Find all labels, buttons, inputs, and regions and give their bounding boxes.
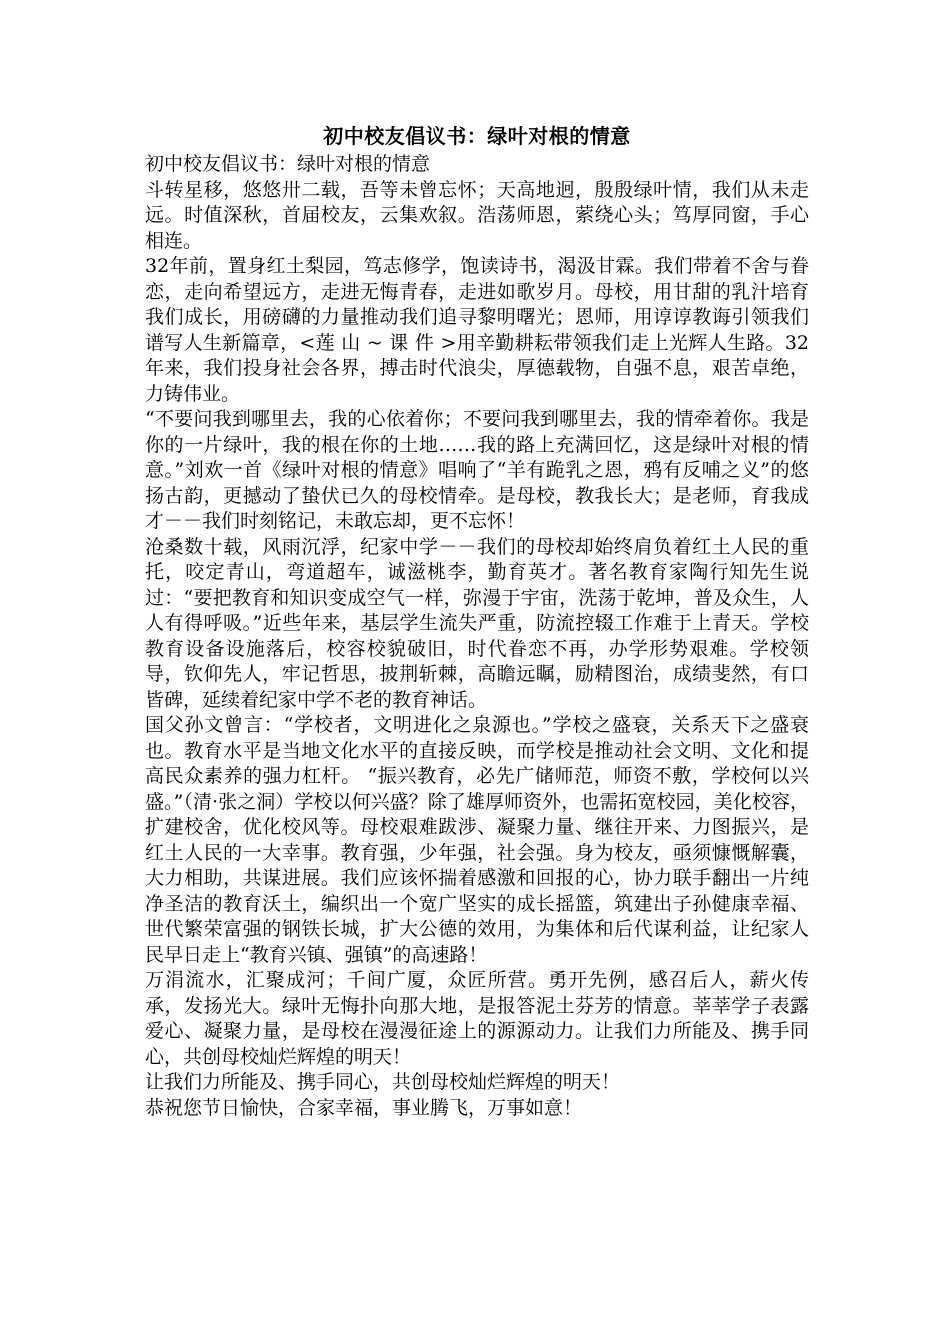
closing-greeting: 恭祝您节日愉快，合家幸福，事业腾飞，万事如意！ [145, 1096, 583, 1119]
subtitle-line: 初中校友倡议书：绿叶对根的情意 [145, 153, 431, 175]
paragraph-2: 32年前，置身红土梨园，笃志修学，饱读诗书，渴汲甘霖。我们带着不舍与眷恋，走向希望远方，走进无悔青春，走进如歌岁月。母校，用甘甜的乳汁培育我们成长，用磅礴的力量推动我们追寻黎明曙光；恩师，用谆谆教诲引领我们谱写人生新篇章，<莲 山 ~ 课 件 >用辛勤耕耘带领我们走上光辉人生路。32年来，我们投身社会各界，搏击时代浪尖，厚德载物，自强不息，艰苦卓绝，力铸伟业。 [145, 255, 809, 405]
paragraph-4: 沧桑数十载，风雨沉浮，纪家中学－－我们的母校却始终肩负着红土人民的重托，咬定青山，弯道超车，诚滋桃李，勤育英才。著名教育家陶行知先生说过：“要把教育和知识变成空气一样，弥漫于宇宙，洗荡于乾坤，普及众生，人人有得呼吸。”近些年来，基层学生流失严重，防流控辍工作难于上青天。学校教育设备设施落后，校容校貌破旧，时代眷恋不再，办学形势艰难。学校领导，钦仰先人，牢记哲思，披荆斩棘，高瞻远瞩，励精图治，成绩斐然，有口皆碑，延续着纪家中学不老的教育神话。 [145, 535, 809, 711]
paragraph-1: 斗转星移，悠悠卅二载，吾等未曾忘怀；天高地迥，殷殷绿叶情，我们从未走远。时值深秋，首届校友，云集欢叙。浩荡师恩，萦绕心头；笃厚同窗，手心相连。 [145, 178, 809, 252]
document-body [145, 152, 809, 1121]
paragraph-3: “不要问我到哪里去，我的心依着你；不要问我到哪里去，我的情牵着你。我是你的一片绿叶，我的根在你的土地……我的路上充满回忆，这是绿叶对根的情意。”刘欢一首《绿叶对根的情意》唱响了“羊有跪乳之恩，鸦有反哺之义”的悠扬古韵，更撼动了蛰伏已久的母校情牵。是母校，教我长大；是老师，育我成才－－我们时刻铭记，未敢忘却，更不忘怀！ [145, 408, 809, 532]
paragraph-5: 国父孙文曾言：“学校者，文明进化之泉源也。”学校之盛衰，关系天下之盛衰也。教育水平是当地文化水平的直接反映，而学校是推动社会文明、文化和提高民众素养的强力杠杆。 “振兴教育，必先广储师范，师资不敷，学校何以兴盛。”（清·张之洞）学校以何兴盛？除了雄厚师资外，也需拓宽校园，美化校容，扩建校舍，优化校风等。母校艰难跋涉、凝聚力量、继往开来、力图振兴，是红土人民的一大幸事。教育强，少年强，社会强。身为校友，亟须慷慨解囊，大力相助，共谋进展。我们应该怀揣着感激和回报的心，协力联手翻出一片纯净圣洁的教育沃土，编织出一个宽广坚实的成长摇篮，筑建出子孙健康幸福、世代繁荣富强的钢铁长城，扩大公德的效用，为集体和后代谋利益，让纪家人民早日走上“教育兴镇、强镇”的高速路！ [145, 714, 809, 966]
document-title: 初中校友倡议书：绿叶对根的情意 [323, 124, 631, 148]
paragraph-7: 让我们力所能及、携手同心，共创母校灿烂辉煌的明天！ [145, 1071, 621, 1093]
paragraph-6: 万涓流水，汇聚成河；千间广厦，众匠所营。勇开先例，感召后人，薪火传承，发扬光大。绿叶无悔扑向那大地，是报答泥土芬芳的情意。莘莘学子表露爱心、凝聚力量，是母校在漫漫征途上的源源动力。让我们力所能及、携手同心，共创母校灿烂辉煌的明天！ [145, 969, 809, 1068]
document-page [145, 122, 809, 1121]
